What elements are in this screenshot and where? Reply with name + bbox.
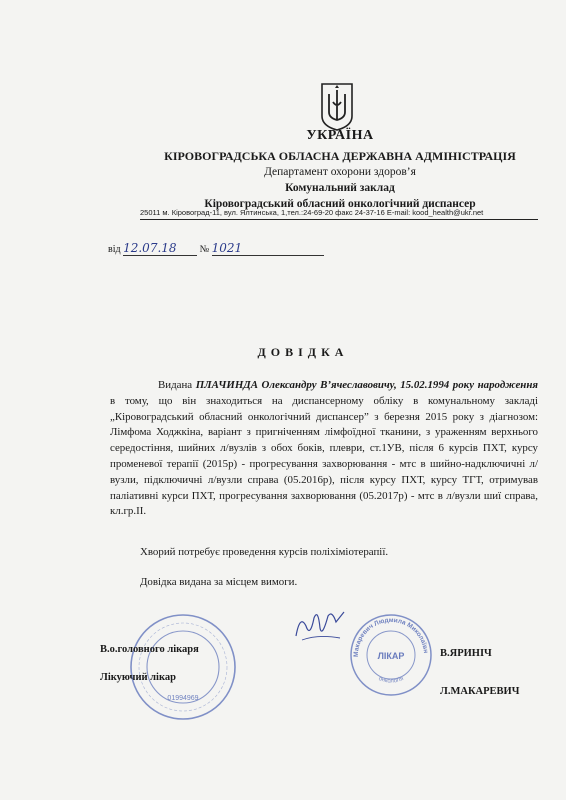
patient-name: ПЛАЧИНДА Олександру В’ячеславовичу, 15.02.1994 року народження: [195, 379, 538, 391]
reference-number: 1021: [211, 241, 243, 255]
department-heading: Департамент охорони здоров’я: [264, 166, 416, 178]
country-heading: УКРАЇНА: [306, 128, 374, 143]
trident-emblem-icon: [318, 80, 356, 132]
stamp-center-text: ЛІКАР: [377, 651, 405, 661]
institution-name-heading: Кіровоградський обласний онкологічний диспансер: [204, 198, 476, 210]
doctor-name: Л.МАКАРЕВИЧ: [440, 686, 520, 697]
body-intro: Видана: [158, 379, 196, 391]
institution-type-heading: Комунальний заклад: [285, 182, 395, 194]
seal-number: 01994969: [167, 695, 199, 702]
reference-line: [108, 241, 324, 256]
doctor-stamp: [348, 612, 434, 698]
document-body: [110, 378, 538, 520]
stamp-bottom-text: онкологія: [377, 675, 405, 685]
chief-name: В.ЯРИНІЧ: [440, 648, 492, 659]
stamp-ring-text: Макаревич Людмила Миколаївн: [352, 616, 429, 657]
body-paragraph-1: [110, 378, 538, 520]
handwritten-signature: [292, 608, 348, 644]
doctor-title: Лікуючий лікар: [100, 672, 176, 683]
body-main-text: в тому, що він знаходиться на диспансерному обліку в комунальному закладі „Кіровоградський обласний онкологічний диспансер” з березня 2015 року з діагнозом: Лімфома Ходжкіна, варіант з пригніченням лімфоїдної тканини, з ураженням верхнього середостіння, шийних л/вузлів з обох боків, плеври, ст.1УВ, після 6 курсів ПХТ, курсу променевої терапії (2015р) - прогресування захворювання - мтс в шийно-надключичні л/вузли, підключичні л/вузли справа (05.2016р), після курсу ПХТ, курсу ТГТ, отримував паліативні курси ПХТ, прогресування захворювання (05.2017р) - мтс в л/вузли шиї справа, кл.гр.II.: [110, 394, 538, 518]
number-label: №: [199, 244, 210, 255]
body-paragraph-3: Довідка видана за місцем вимоги.: [140, 576, 298, 588]
from-label: від: [108, 244, 121, 255]
chief-title: В.о.головного лікаря: [100, 644, 199, 655]
document-title: ДОВІДКА: [257, 345, 349, 359]
body-paragraph-2: Хворий потребує проведення курсів поліхіміотерапії.: [140, 546, 389, 558]
round-seal-stamp: [128, 612, 238, 722]
administration-heading: КІРОВОГРАДСЬКА ОБЛАСНА ДЕРЖАВНА АДМІНІСТРАЦІЯ: [164, 149, 516, 163]
svg-text:онкологія: [377, 676, 404, 685]
address-line: 25011 м. Кіровоград-11, вул. Ялтинська, 1,тел.:24-69-20 факс 24-37-16 E-mail: kood_health@ukr.net: [140, 208, 538, 220]
reference-date: 12.07.18: [123, 241, 177, 255]
